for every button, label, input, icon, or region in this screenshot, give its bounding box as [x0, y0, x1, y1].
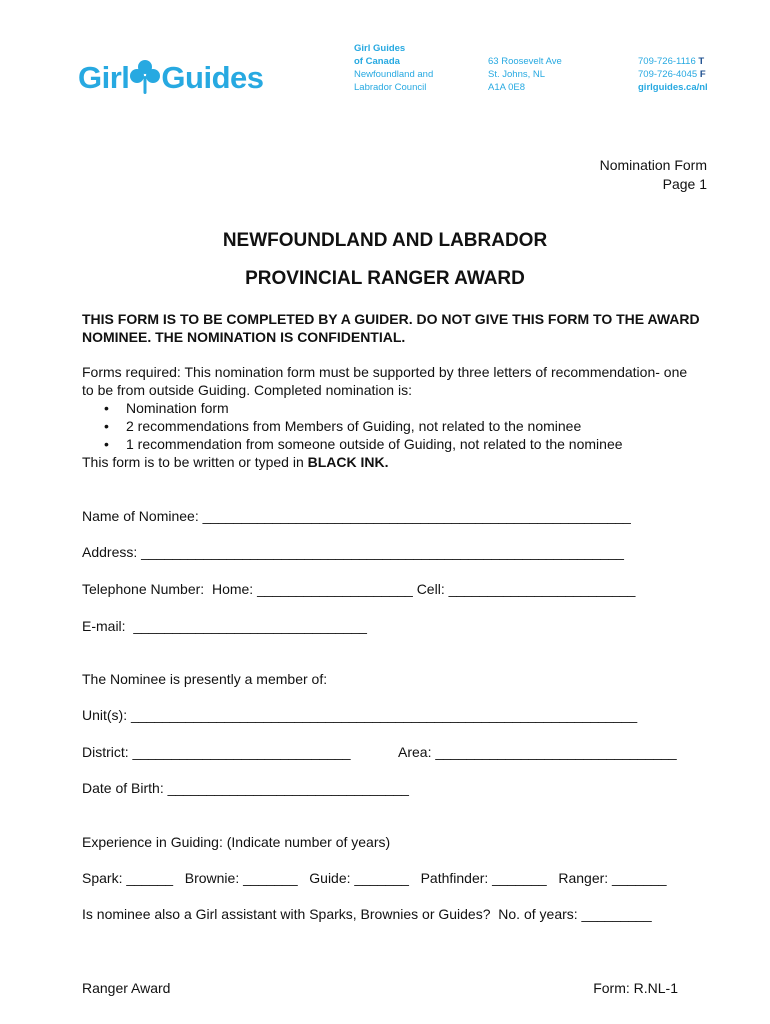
units-field[interactable]: Unit(s): _________________________________________________________________ — [82, 707, 638, 723]
experience-label: Experience in Guiding: (Indicate number of years) — [82, 834, 391, 850]
address-field[interactable]: Address: ______________________________________________________________ — [82, 544, 624, 560]
ink-bold: BLACK INK. — [307, 454, 389, 470]
phone-suffix: T — [698, 56, 705, 67]
phone-line — [638, 55, 708, 68]
ink-prefix: This form is to be written or typed in — [82, 454, 308, 470]
logo-text-girl: Girl — [78, 60, 130, 95]
girl-guides-logo — [78, 58, 264, 98]
fax-number: 709-726-4045 — [638, 69, 698, 80]
requirements-intro: Forms required: This nomination form must be supported by three letters of recommendation- one to be from outside Guiding. Completed nomination is: — [82, 364, 688, 398]
address-line-3: A1A 0E8 — [488, 82, 525, 93]
footer-left: Ranger Award — [82, 980, 171, 996]
email-field[interactable]: E-mail: ______________________________ — [82, 618, 367, 634]
title-line-2: PROVINCIAL RANGER AWARD — [245, 268, 525, 289]
member-of-label: The Nominee is presently a member of: — [82, 671, 328, 687]
org-line-4: Labrador Council — [354, 82, 427, 93]
phone-number: 709-726-1116 — [638, 56, 696, 67]
address-line-2: St. Johns, NL — [488, 69, 546, 80]
form-label: Nomination Form — [599, 157, 707, 173]
area-field[interactable]: Area: _______________________________ — [398, 744, 677, 760]
trefoil-icon — [130, 58, 160, 98]
requirement-item: • 2 recommendations from Members of Guiding, not related to the nominee — [126, 417, 702, 435]
title-line-1: NEWFOUNDLAND AND LABRADOR — [222, 230, 548, 251]
fax-suffix: F — [699, 69, 706, 80]
date-of-birth-field[interactable]: Date of Birth: _______________________________ — [82, 780, 409, 796]
address-line-1: 63 Roosevelt Ave — [488, 56, 562, 67]
page-label: Page 1 — [662, 176, 707, 192]
guiding-levels-field[interactable]: Spark: ______ Brownie: _______ Guide: _______ Pathfinder: _______ Ranger: _______ — [82, 870, 667, 886]
org-block — [354, 42, 433, 94]
website-link[interactable]: girlguides.ca/nl — [638, 82, 708, 93]
ink-instruction — [82, 453, 702, 471]
assistant-years-field[interactable]: Is nominee also a Girl assistant with Sparks, Brownies or Guides? No. of years: _________ — [82, 906, 652, 922]
org-line-1: Girl Guides — [354, 43, 406, 54]
address-block — [488, 55, 562, 94]
org-line-3: Newfoundland and — [354, 69, 434, 80]
requirements-list — [82, 399, 702, 453]
org-line-2: of Canada — [354, 56, 400, 67]
telephone-field[interactable]: Telephone Number: Home: ____________________ Cell: ________________________ — [82, 581, 636, 597]
fax-line — [638, 68, 708, 81]
page-info — [600, 156, 707, 194]
requirement-item: • 1 recommendation from someone outside of Guiding, not related to the nominee — [126, 435, 702, 453]
contact-block — [638, 55, 708, 94]
nominee-name-field[interactable]: Name of Nominee: _______________________________________________________ — [82, 508, 631, 524]
footer-right: Form: R.NL-1 — [593, 980, 678, 996]
confidential-warning: THIS FORM IS TO BE COMPLETED BY A GUIDER. DO NOT GIVE THIS FORM TO THE AWARD NOMINEE. THE NOMINATION IS CONFIDENTIAL. — [82, 311, 700, 345]
requirement-item: • Nomination form — [126, 399, 702, 417]
requirements-block — [82, 363, 702, 471]
district-field[interactable]: District: ____________________________ — [82, 744, 351, 760]
logo-text-guides: Guides — [161, 60, 264, 95]
